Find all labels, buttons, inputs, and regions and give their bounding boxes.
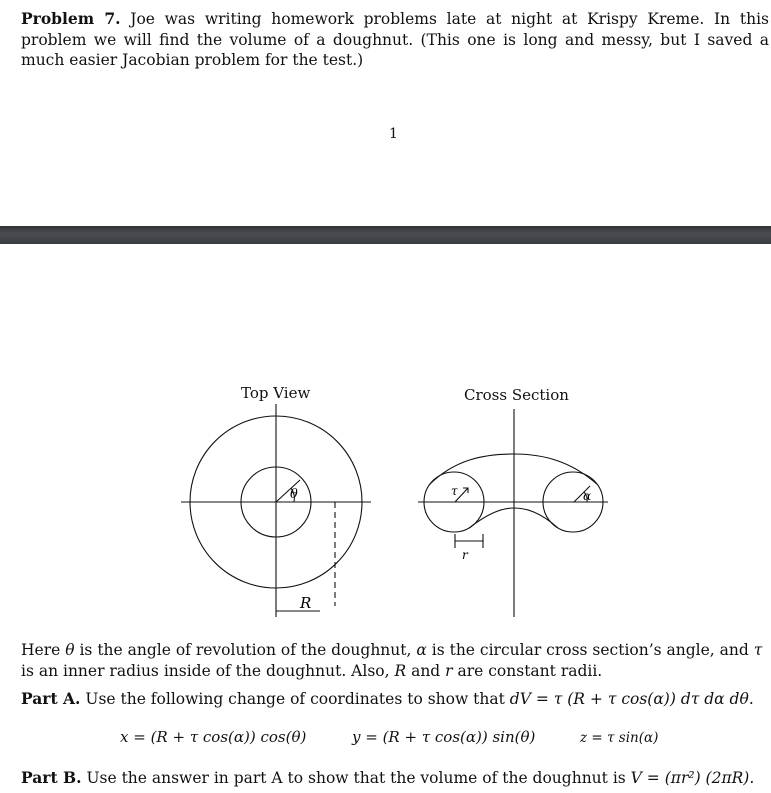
desc-part-c: is the circular cross section’s angle, and	[426, 641, 754, 659]
coordinate-equations	[0, 728, 771, 750]
desc-r: r	[445, 661, 453, 680]
desc-alpha: α	[416, 641, 427, 659]
top-view	[181, 404, 371, 617]
doughnut-diagram	[0, 244, 771, 634]
page-number: 1	[389, 126, 398, 142]
equation-y	[352, 728, 535, 746]
part-a-formula: dV = τ (R + τ cos(α)) dτ dα dθ.	[509, 690, 754, 708]
description-paragraph	[21, 640, 769, 681]
page-divider	[0, 226, 771, 244]
desc-part-f: are constant radii.	[452, 661, 603, 680]
part-b-heading: Part B.	[21, 768, 82, 787]
page-top	[0, 0, 771, 226]
part-a-heading: Part A.	[21, 689, 81, 708]
desc-part-a: Here	[21, 641, 66, 659]
part-a-paragraph	[21, 689, 769, 710]
desc-tau: τ	[753, 641, 763, 659]
r-label: r	[462, 548, 468, 562]
top-view-title: Top View	[241, 384, 311, 402]
alpha-label: α	[583, 489, 592, 503]
desc-theta: θ	[65, 641, 75, 659]
equation-x	[120, 728, 306, 746]
part-b-text: Use the answer in part A to show that the volume of the doughnut is	[86, 769, 626, 787]
equation-z	[580, 730, 658, 746]
desc-R: R	[394, 661, 407, 680]
problem-statement	[21, 9, 769, 71]
R-label: R	[300, 594, 312, 612]
diagram-svg	[0, 244, 771, 634]
part-b-formula: V = (πr²) (2πR).	[630, 769, 755, 787]
tau-label: τ	[451, 484, 458, 498]
desc-part-b: is the angle of revolution of the doughnut,	[74, 641, 417, 659]
problem-body: Joe was writing homework problems late at night at Krispy Kreme. In this problem we will find the volume of a doughnut. (This one is long and messy, but I saved a much easier Jacobian problem for the test.)	[21, 10, 769, 69]
cross-section-title: Cross Section	[464, 386, 569, 404]
desc-part-d: is an inner radius inside of the doughnut. Also,	[21, 661, 395, 680]
part-a-text: Use the following change of coordinates to show that	[85, 690, 505, 708]
theta-label: θ	[290, 487, 298, 502]
equation-y-text: y = (R + τ cos(α)) sin(θ)	[352, 728, 536, 746]
desc-part-e: and	[406, 661, 446, 680]
part-b-paragraph	[21, 768, 769, 789]
equation-z-text: z = τ sin(α)	[580, 730, 659, 746]
problem-heading: Problem 7.	[21, 9, 121, 28]
cross-section	[418, 409, 608, 617]
equation-x-text: x = (R + τ cos(α)) cos(θ)	[120, 728, 307, 746]
